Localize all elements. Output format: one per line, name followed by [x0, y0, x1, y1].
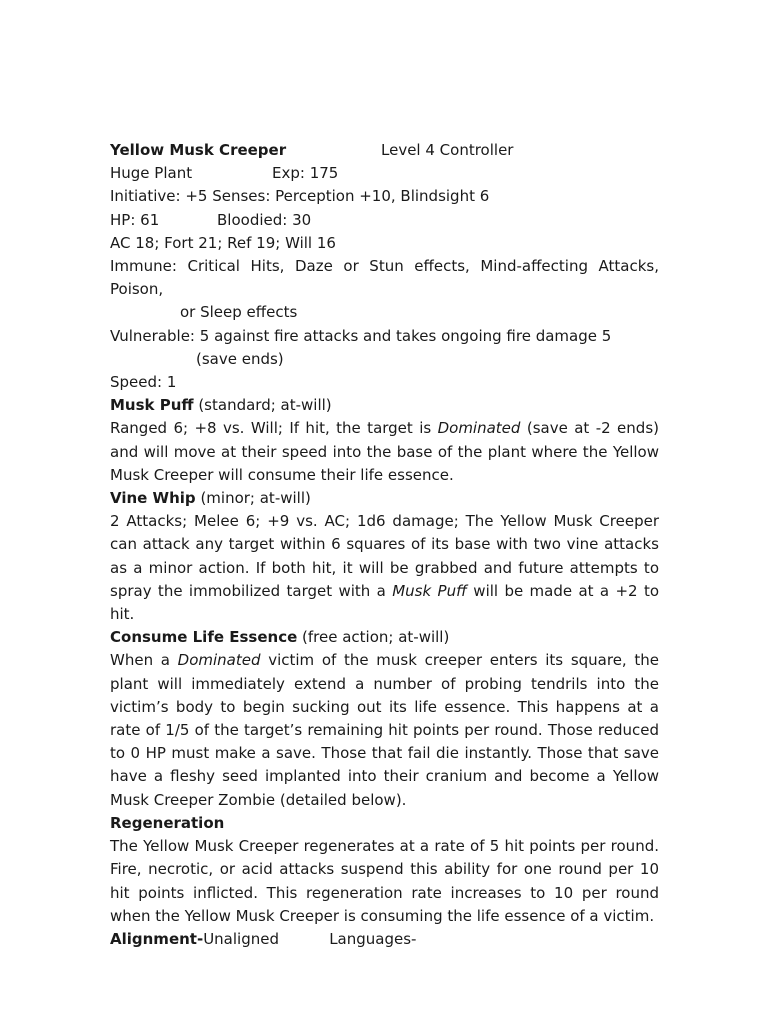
exp-value: Exp: 175	[272, 164, 339, 183]
alignment-line	[110, 928, 659, 951]
power-text: Ranged 6; +8 vs. Will; If hit, the target is	[110, 419, 438, 438]
power-usage: (standard; at-will)	[193, 396, 332, 415]
power-text-regeneration: The Yellow Musk Creeper regenerates at a rate of 5 hit points per round. Fire, necrotic, or acid attacks suspend this ability for one round per 10 hit points inflicted. This regeneration rate increases to 10 per round when the Yellow Musk Creeper is consuming the life essence of a victim.	[110, 837, 659, 925]
power-header-consume-life-essence	[110, 626, 659, 649]
alignment-label: Alignment-	[110, 929, 204, 948]
power-usage: (free action; at-will)	[297, 628, 450, 647]
power-name: Musk Puff	[110, 396, 194, 415]
monster-name: Yellow Musk Creeper	[110, 141, 287, 159]
stat-block	[110, 139, 659, 951]
defenses-line: AC 18; Fort 21; Ref 19; Will 16	[110, 233, 336, 252]
power-header-regeneration: Regeneration	[110, 813, 225, 832]
hp-line	[110, 209, 659, 232]
languages-label: Languages-	[329, 929, 417, 948]
power-reference: Musk Puff	[392, 581, 467, 600]
power-text: 2 Attacks; Melee 6; +9 vs. AC; 1d6 damage; The Yellow Musk Creeper can attack any target within 6 squares of its base with two vine attacks as a minor action. If both hit, it will be grabbed and future attempts to spray the immobilized target with a	[110, 512, 659, 600]
power-text: (save at -2 ends) and will move at their speed into the base of the plant where the Yellow Musk Creeper will consume their life essence.	[110, 419, 659, 484]
bloodied: Bloodied: 30	[217, 210, 312, 229]
type-line	[110, 162, 659, 185]
vulnerable-line: Vulnerable: 5 against fire attacks and takes ongoing fire damage 5	[110, 326, 612, 345]
condition-name: Dominated	[437, 419, 521, 438]
power-text-musk-puff	[110, 417, 659, 487]
immune-continuation: or Sleep effects	[180, 303, 298, 322]
power-usage: (minor; at-will)	[195, 489, 311, 508]
initiative: Initiative: +5	[110, 187, 208, 206]
power-text-consume-life-essence	[110, 649, 659, 811]
monster-type: Huge Plant	[110, 164, 193, 183]
power-text: will be made at a +2 to hit.	[110, 581, 660, 624]
power-name: Vine Whip	[110, 489, 196, 508]
power-text-vine-whip	[110, 510, 659, 626]
title-line	[110, 139, 659, 162]
monster-level: Level 4 Controller	[381, 141, 514, 159]
condition-name: Dominated	[177, 651, 261, 670]
power-header-vine-whip	[110, 487, 659, 510]
immune-line: Immune: Critical Hits, Daze or Stun effects, Mind-affecting Attacks, Poison,	[110, 257, 659, 299]
power-text: victim of the musk creeper enters its square, the plant will immediately extend a number of probing tendrils into the victim’s body to begin sucking out its life essence. This happens at a rate of 1/5 of the target’s remaining hit points per round. Those reduced to 0 HP must make a save. Those that fail die instantly. Those that save have a fleshy seed implanted into their cranium and become a Yellow Musk Creeper Zombie (detailed below).	[110, 651, 659, 809]
hit-points: HP: 61	[110, 210, 160, 229]
vulnerable-continuation: (save ends)	[196, 349, 284, 368]
power-header-musk-puff	[110, 394, 659, 417]
power-text: When a	[110, 651, 178, 670]
alignment-value: Unaligned	[203, 929, 279, 948]
senses: Senses: Perception +10, Blindsight 6	[212, 187, 490, 206]
speed-line: Speed: 1	[110, 373, 177, 392]
power-name: Consume Life Essence	[110, 628, 298, 647]
initiative-line	[110, 185, 659, 208]
